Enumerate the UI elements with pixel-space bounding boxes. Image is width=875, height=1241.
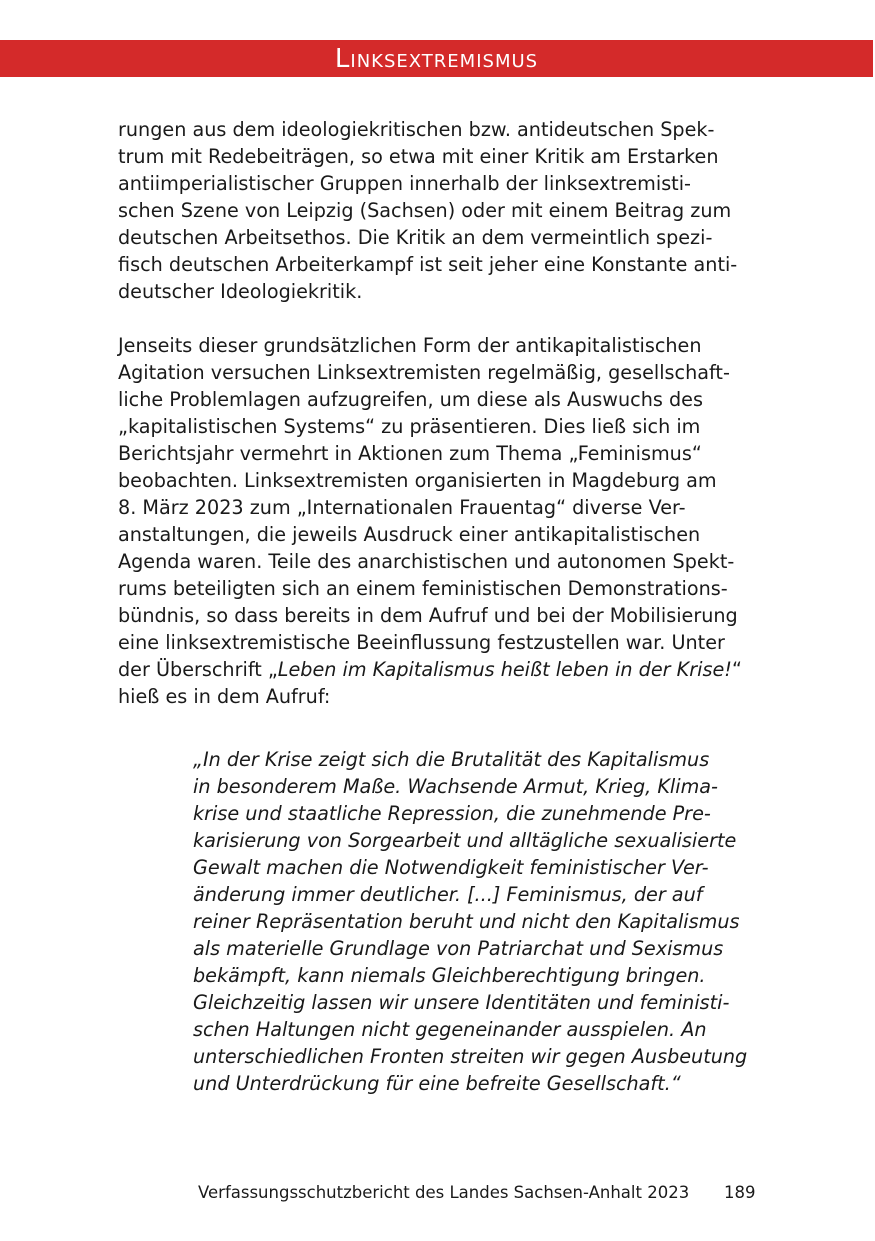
quote-line: Gleichzeitig lassen wir unsere Identitäten und feministi-: [193, 991, 730, 1014]
text-line: Jenseits dieser grundsätzlichen Form der antikapitalistischen: [118, 334, 702, 357]
paragraph-1: [118, 116, 768, 305]
quote-line: in besonderem Maße. Wachsende Armut, Krieg, Klima-: [193, 775, 718, 798]
quote-line: krise und staatliche Repression, die zunehmende Pre-: [193, 802, 711, 825]
text-line: beobachten. Linksextremisten organisierten in Magdeburg am: [118, 469, 717, 492]
text-line: fisch deutschen Arbeiterkampf ist seit jeher eine Konstante anti-: [118, 253, 738, 276]
text-line: Agitation versuchen Linksextremisten regelmäßig, gesellschaft-: [118, 361, 730, 384]
italic-quote-title: Leben im Kapitalismus heißt leben in der Krise!: [277, 658, 732, 681]
text-line: schen Szene von Leipzig (Sachsen) oder mit einem Beitrag zum: [118, 199, 732, 222]
text-line: antiimperialistischer Gruppen innerhalb der linksextremisti-: [118, 172, 691, 195]
section-title: Linksextremismus: [334, 44, 539, 74]
paragraph-2: [118, 332, 768, 710]
text-line: deutschen Arbeitsethos. Die Kritik an dem vermeintlich spezi-: [118, 226, 713, 249]
quote-line: schen Haltungen nicht gegeneinander ausspielen. An: [193, 1018, 707, 1041]
quote-line: „In der Krise zeigt sich die Brutalität des Kapitalismus: [193, 748, 710, 771]
text-line: eine linksextremistische Beeinflussung festzustellen war. Unter: [118, 631, 725, 654]
text-line: hieß es in dem Aufruf:: [118, 685, 331, 708]
text-line: Agenda waren. Teile des anarchistischen und autonomen Spekt-: [118, 550, 735, 573]
block-quote: [193, 746, 793, 1097]
main-content: [118, 116, 768, 737]
text-fragment: “: [731, 658, 742, 681]
text-line: deutscher Ideologiekritik.: [118, 280, 363, 303]
text-line: anstaltungen, die jeweils Ausdruck einer antikapitalistischen: [118, 523, 701, 546]
text-line: [118, 656, 768, 683]
text-line: rums beteiligten sich an einem feministischen Demonstrations-: [118, 577, 728, 600]
footer-publication-title: Verfassungsschutzbericht des Landes Sachsen-Anhalt 2023: [198, 1183, 690, 1202]
text-line: trum mit Redebeiträgen, so etwa mit einer Kritik am Erstarken: [118, 145, 719, 168]
text-line: „kapitalistischen Systems“ zu präsentieren. Dies ließ sich im: [118, 415, 701, 438]
text-line: liche Problemlagen aufzugreifen, um diese als Auswuchs des: [118, 388, 703, 411]
quote-line: bekämpft, kann niemals Gleichberechtigung bringen.: [193, 964, 706, 987]
text-line: rungen aus dem ideologiekritischen bzw. antideutschen Spek-: [118, 118, 715, 141]
text-fragment: der Überschrift „: [118, 658, 278, 681]
quote-line: und Unterdrückung für eine befreite Gesellschaft.“: [193, 1072, 681, 1095]
quote-line: unterschiedlichen Fronten streiten wir gegen Ausbeutung: [193, 1045, 748, 1068]
quote-line: änderung immer deutlicher. [...] Feminismus, der auf: [193, 883, 703, 906]
quote-line: reiner Repräsentation beruht und nicht den Kapitalismus: [193, 910, 740, 933]
text-line: Berichtsjahr vermehrt in Aktionen zum Thema „Feminismus“: [118, 442, 702, 465]
quote-line: karisierung von Sorgearbeit und alltägliche sexualisierte: [193, 829, 737, 852]
text-line: 8. März 2023 zum „Internationalen Frauentag“ diverse Ver-: [118, 496, 686, 519]
quote-line: Gewalt machen die Notwendigkeit feministischer Ver-: [193, 856, 709, 879]
page-number: 189: [724, 1183, 756, 1202]
text-line: bündnis, so dass bereits in dem Aufruf und bei der Mobilisierung: [118, 604, 738, 627]
quote-line: als materielle Grundlage von Patriarchat und Sexismus: [193, 937, 724, 960]
